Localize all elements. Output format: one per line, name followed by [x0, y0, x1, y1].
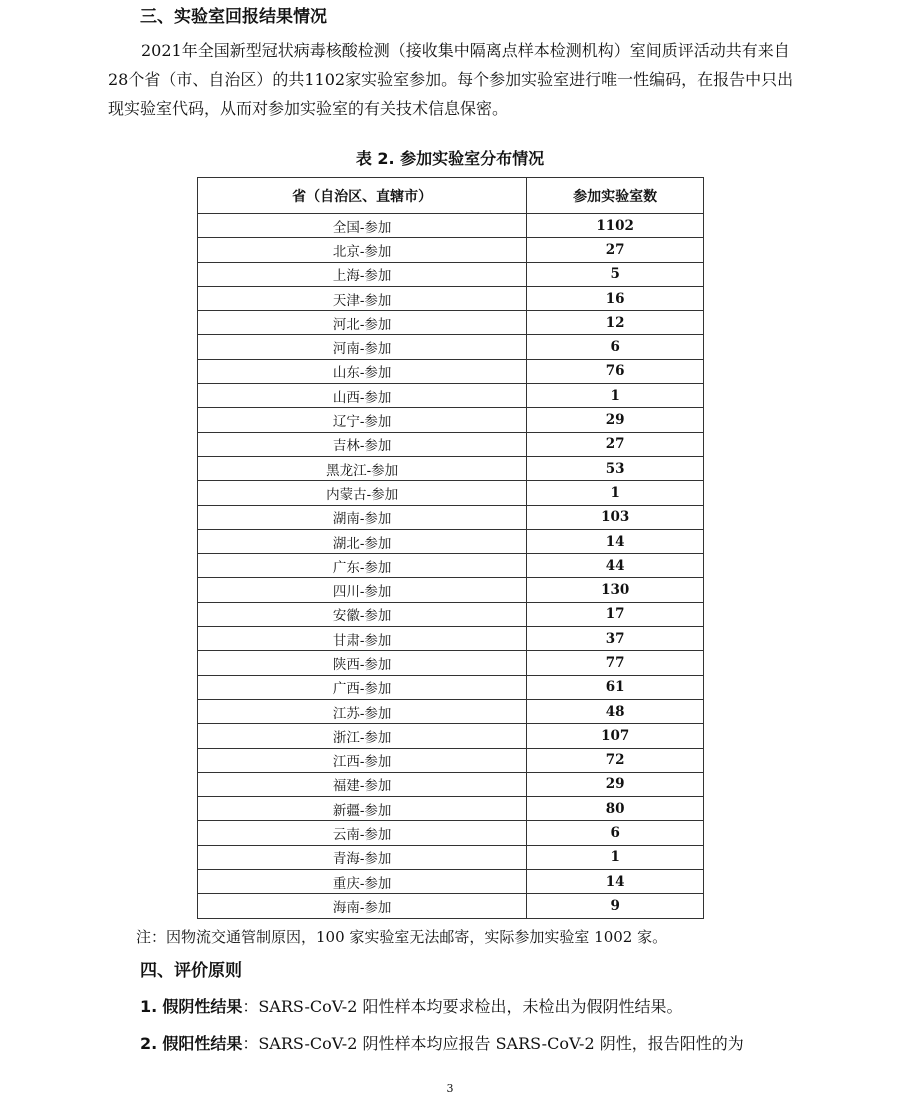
region-cell: 湖北-参加: [198, 529, 527, 553]
table-row: [198, 821, 704, 845]
lab-count-cell: 103: [527, 505, 704, 529]
region-cell: 浙江-参加: [198, 724, 527, 748]
table-row: [198, 724, 704, 748]
region-cell: 内蒙古-参加: [198, 481, 527, 505]
table-row: [198, 238, 704, 262]
intro-paragraph: 2021年全国新型冠状病毒核酸检测（接收集中隔离点样本检测机构）室间质评活动共有来自28个省（市、自治区）的共1102家实验室参加。每个参加实验室进行唯一性编码，在报告中只出现实验室代码，从而对参加实验室的有关技术信息保密。: [108, 41, 794, 118]
table-row: [198, 772, 704, 796]
criterion-text: ：SARS-CoV-2 阳性样本均要求检出，未检出为假阴性结果。: [242, 997, 683, 1016]
criterion-term: 假阳性结果: [162, 1034, 243, 1053]
lab-count-cell: 80: [527, 797, 704, 821]
region-cell: 海南-参加: [198, 894, 527, 918]
table-caption: 表 2. 参加实验室分布情况: [355, 149, 545, 168]
criterion-term: 假阴性结果: [162, 997, 243, 1016]
region-cell: 全国-参加: [198, 214, 527, 238]
region-cell: 辽宁-参加: [198, 408, 527, 432]
region-cell: 山西-参加: [198, 384, 527, 408]
lab-distribution-table: [197, 177, 704, 919]
table-row: [198, 627, 704, 651]
table-row: [198, 554, 704, 578]
region-cell: 山东-参加: [198, 359, 527, 383]
criterion-number: 1.: [140, 997, 158, 1016]
lab-count-cell: 1: [527, 845, 704, 869]
lab-count-cell: 61: [527, 675, 704, 699]
region-cell: 上海-参加: [198, 262, 527, 286]
lab-count-cell: 6: [527, 821, 704, 845]
lab-count-cell: 27: [527, 238, 704, 262]
lab-count-cell: 72: [527, 748, 704, 772]
table-row: [198, 384, 704, 408]
criterion-false-negative: [140, 996, 840, 1018]
table-row: [198, 748, 704, 772]
lab-count-cell: 6: [527, 335, 704, 359]
lab-count-cell: 14: [527, 870, 704, 894]
region-cell: 福建-参加: [198, 772, 527, 796]
table-row: [198, 408, 704, 432]
region-cell: 四川-参加: [198, 578, 527, 602]
lab-count-cell: 107: [527, 724, 704, 748]
lab-count-cell: 37: [527, 627, 704, 651]
table-row: [198, 481, 704, 505]
table-row: [198, 359, 704, 383]
page-number: 3: [446, 1082, 454, 1095]
table-row: [198, 456, 704, 480]
table-row: [198, 529, 704, 553]
lab-count-cell: 17: [527, 602, 704, 626]
table-row: [198, 675, 704, 699]
region-cell: 广西-参加: [198, 675, 527, 699]
lab-count-cell: 77: [527, 651, 704, 675]
region-cell: 云南-参加: [198, 821, 527, 845]
lab-count-cell: 130: [527, 578, 704, 602]
lab-count-cell: 9: [527, 894, 704, 918]
section-heading: 三、实验室回报结果情况: [140, 7, 327, 27]
table-row: [198, 699, 704, 723]
table-row: [198, 432, 704, 456]
table-row: [198, 335, 704, 359]
table-body: [198, 214, 704, 919]
region-cell: 广东-参加: [198, 554, 527, 578]
table-row: [198, 578, 704, 602]
table-row: [198, 311, 704, 335]
region-cell: 江苏-参加: [198, 699, 527, 723]
table-row: [198, 286, 704, 310]
region-cell: 江西-参加: [198, 748, 527, 772]
lab-count-cell: 29: [527, 772, 704, 796]
table-row: [198, 797, 704, 821]
table-row: [198, 894, 704, 918]
table-row: [198, 651, 704, 675]
lab-count-cell: 48: [527, 699, 704, 723]
region-cell: 青海-参加: [198, 845, 527, 869]
table-header-row: [198, 178, 704, 214]
lab-count-cell: 1: [527, 384, 704, 408]
lab-count-cell: 76: [527, 359, 704, 383]
table-row: [198, 505, 704, 529]
region-cell: 河南-参加: [198, 335, 527, 359]
region-cell: 湖南-参加: [198, 505, 527, 529]
criterion-false-positive: [140, 1033, 840, 1055]
table-row: [198, 262, 704, 286]
region-cell: 河北-参加: [198, 311, 527, 335]
lab-count-cell: 44: [527, 554, 704, 578]
header-region: 省（自治区、直辖市）: [198, 178, 527, 214]
table-row: [198, 845, 704, 869]
lab-count-cell: 29: [527, 408, 704, 432]
region-cell: 天津-参加: [198, 286, 527, 310]
lab-count-cell: 1: [527, 481, 704, 505]
region-cell: 重庆-参加: [198, 870, 527, 894]
lab-count-cell: 14: [527, 529, 704, 553]
region-cell: 新疆-参加: [198, 797, 527, 821]
region-cell: 北京-参加: [198, 238, 527, 262]
header-lab-count: 参加实验室数: [527, 178, 704, 214]
lab-count-cell: 5: [527, 262, 704, 286]
region-cell: 吉林-参加: [198, 432, 527, 456]
lab-count-cell: 53: [527, 456, 704, 480]
region-cell: 安徽-参加: [198, 602, 527, 626]
lab-count-cell: 27: [527, 432, 704, 456]
region-cell: 黑龙江-参加: [198, 456, 527, 480]
table-row: [198, 602, 704, 626]
region-cell: 陕西-参加: [198, 651, 527, 675]
table-row: [198, 214, 704, 238]
lab-count-cell: 1102: [527, 214, 704, 238]
region-cell: 甘肃-参加: [198, 627, 527, 651]
table-note: 注：因物流交通管制原因，100 家实验室无法邮寄，实际参加实验室 1002 家。: [136, 928, 668, 946]
criterion-number: 2.: [140, 1034, 158, 1053]
section-heading: 四、评价原则: [140, 961, 242, 981]
lab-count-cell: 12: [527, 311, 704, 335]
table-row: [198, 870, 704, 894]
criterion-text: ：SARS-CoV-2 阴性样本均应报告 SARS-CoV-2 阴性，报告阳性的为: [242, 1034, 744, 1053]
lab-count-cell: 16: [527, 286, 704, 310]
